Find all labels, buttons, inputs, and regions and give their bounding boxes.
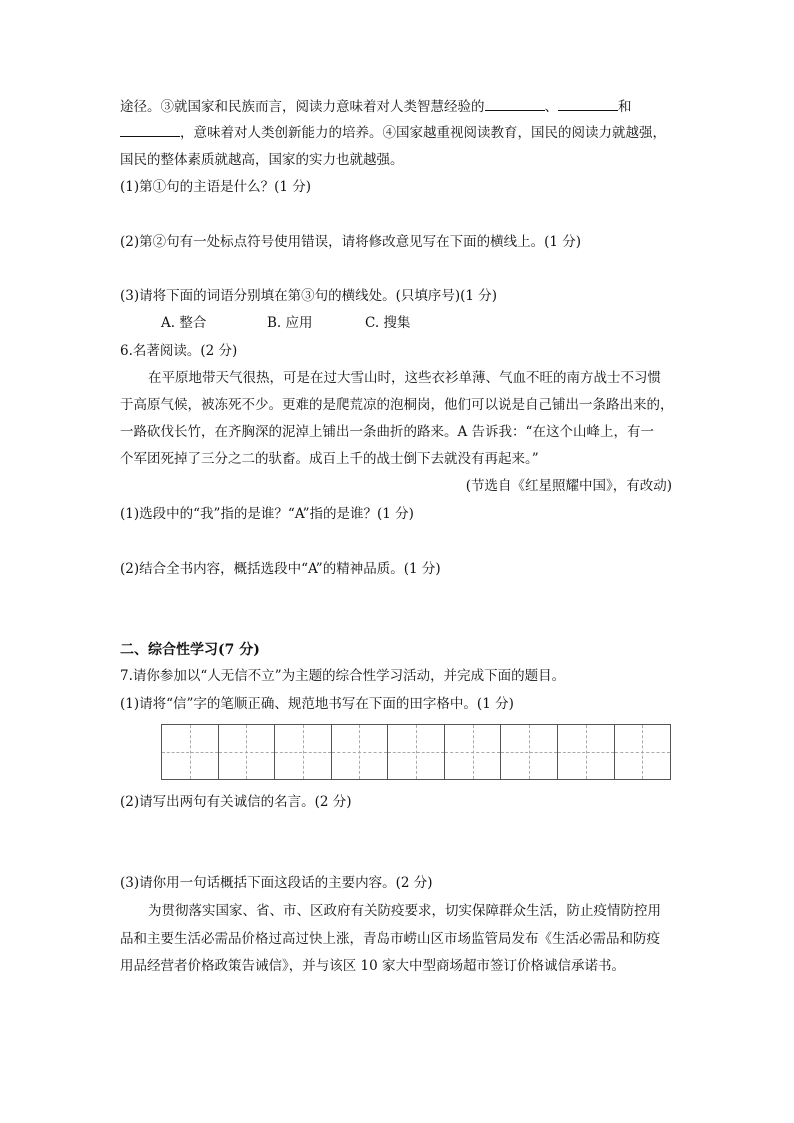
q7-passage-line-1: 为贯彻落实国家、省、市、区政府有关防疫要求，切实保障群众生活，防止疫情防控用 [148,903,661,919]
q6-passage-line-2: 于高原气候，被冻死不少。更难的是爬荒凉的泡桐岗，他们可以说是自己铺出一条路出来的， [120,397,674,413]
passage-line-3: 国民的整体素质就越高，国家的实力也就越强。 [120,152,404,168]
q5-sub3: (3)请将下面的词语分别填在第③句的横线处。(只填序号)(1 分) [120,288,498,304]
tianzige-cell[interactable] [332,725,389,779]
q7-passage-line-2: 品和主要生活必需品价格过高过快上涨，青岛市崂山区市场监管局发布《生活必需品和防疫 [120,931,660,947]
tianzige-cell[interactable] [275,725,332,779]
tianzige-cell[interactable] [501,725,558,779]
passage-text: 、 [544,99,558,115]
answer-blank-1[interactable] [485,96,545,111]
q6-sub2: (2)结合全书内容，概括选段中“A”的精神品质。(1 分) [120,561,441,577]
answer-blank-2[interactable] [558,96,618,111]
option-b: B. 应用 [267,315,313,331]
q7-sub2: (2)请写出两句有关诚信的名言。(2 分) [120,794,352,810]
q5-sub2: (2)第②句有一处标点符号使用错误，请将修改意见写在下面的横线上。(1 分) [120,234,582,250]
q6-passage-line-1: 在平原地带天气很热，可是在过大雪山时，这些衣衫单薄、气血不旺的南方战士不习惯 [148,370,661,386]
tianzige-cell[interactable] [445,725,502,779]
tianzige-cell[interactable] [615,725,671,779]
section-heading: 二、综合性学习(7 分) [120,642,260,658]
passage-line-1 [120,96,632,117]
q6-passage-line-3: 一路砍伐长竹，在齐胸深的泥淖上铺出一条曲折的路来。A 告诉我：“在这个山峰上，有一 [120,424,654,440]
passage-text: 和 [618,99,632,115]
q7-sub3: (3)请你用一句话概括下面这段话的主要内容。(2 分) [120,875,433,891]
q7-prompt: 7.请你参加以“人无信不立”为主题的综合性学习活动，并完成下面的题目。 [120,668,566,684]
tianzige-cell[interactable] [388,725,445,779]
tianzige-cell[interactable] [162,725,219,779]
passage-text: 途径。③就国家和民族而言，阅读力意味着对人类智慧经验的 [120,99,485,115]
q7-sub1: (1)请将“信”字的笔顺正确、规范地书写在下面的田字格中。(1 分) [120,696,514,712]
q6-title: 6.名著阅读。(2 分) [120,343,238,359]
q6-source: (节选自《红星照耀中国》，有改动) [465,478,672,494]
q5-sub1: (1)第①句的主语是什么？(1 分) [120,179,312,195]
tianzige-cell[interactable] [219,725,276,779]
option-a: A. 整合 [161,315,207,331]
q6-passage-line-4: 个军团死掉了三分之二的驮畜。成百上千的战士倒下去就没有再起来。” [120,451,539,467]
passage-text: ，意味着对人类创新能力的培养。④国家越重视阅读教育，国民的阅读力就越强， [180,125,666,141]
q5-options [161,313,410,333]
tianzige-grid[interactable] [161,724,671,780]
answer-blank-3[interactable] [120,122,180,137]
option-c: C. 搜集 [365,315,411,331]
q7-passage-line-3: 用品经营者价格政策告诫信》，并与该区 10 家大中型商场超市签订价格诚信承诺书。 [120,958,626,974]
passage-line-2 [120,122,666,143]
q6-sub1: (1)选段中的“我”指的是谁？“A”指的是谁？(1 分) [120,506,414,522]
tianzige-cell[interactable] [558,725,615,779]
